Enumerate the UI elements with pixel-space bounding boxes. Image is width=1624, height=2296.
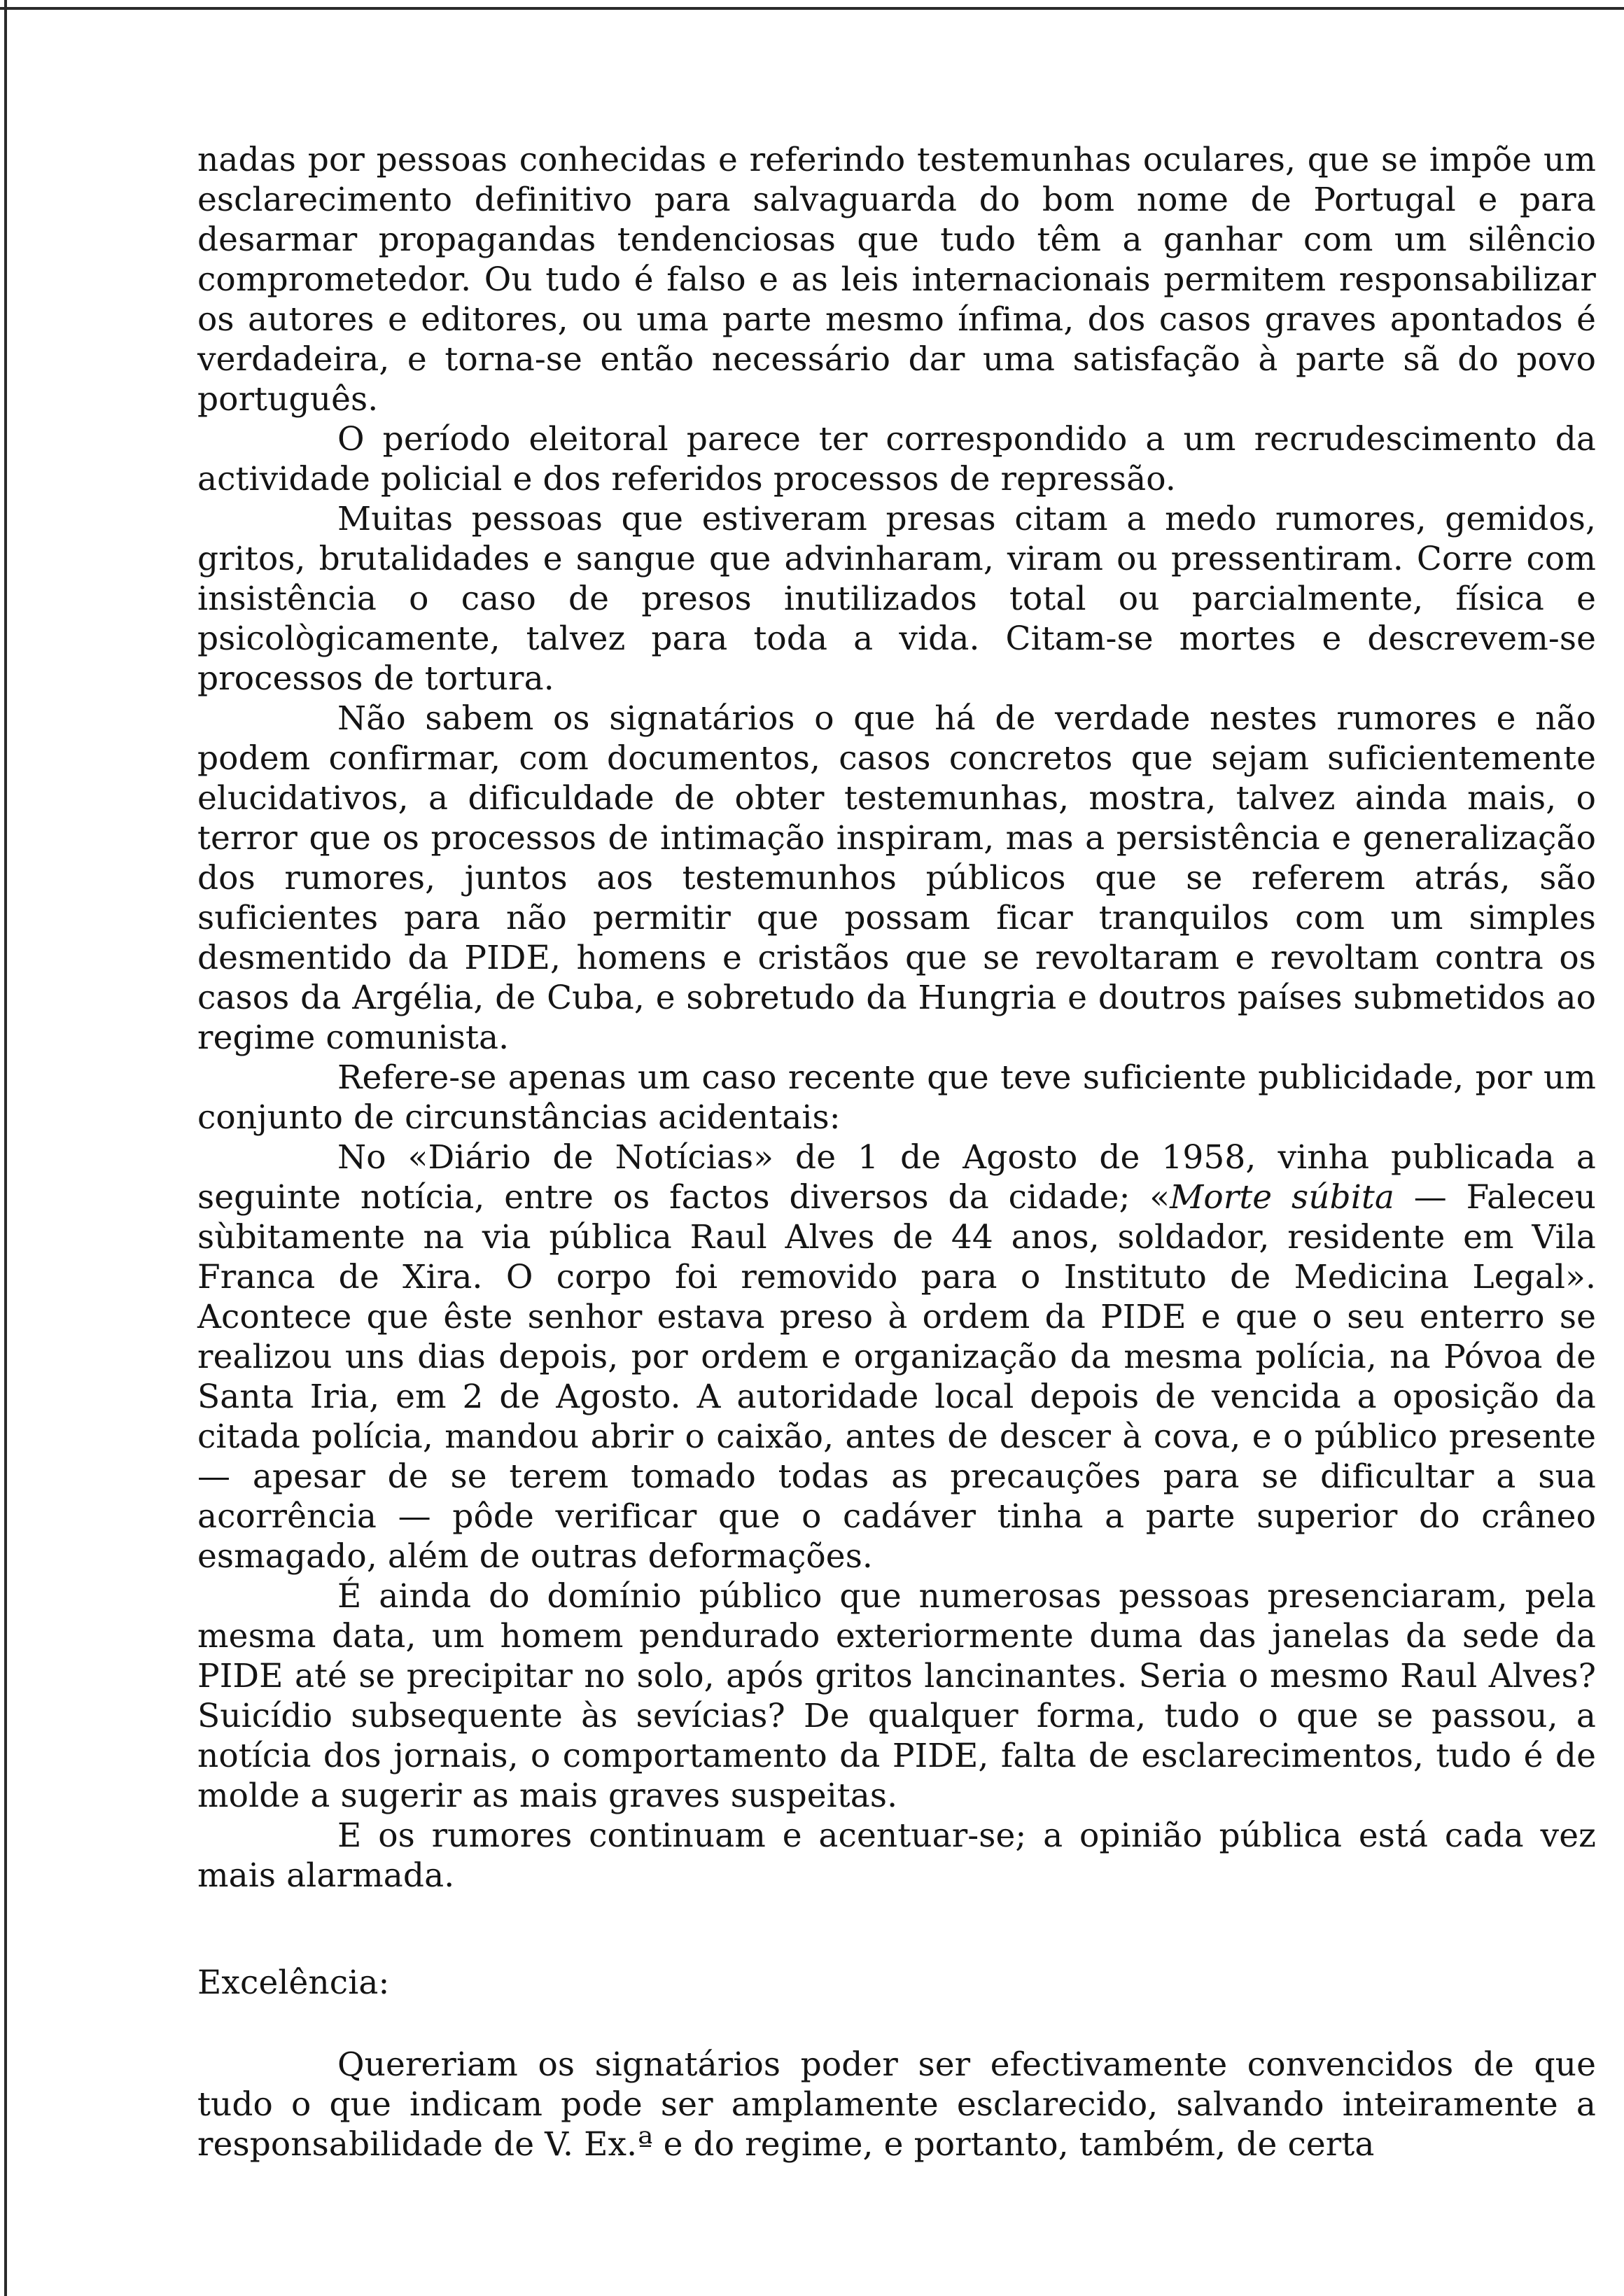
paragraph-rumors: Muitas pessoas que estiveram presas citam a medo rumores, gemidos, gritos, brutalidades e sangue que advinharam, viram ou pressentiram. Corre com insistência o caso de presos inutilizados total ou parcialmente, física e psicològicamente, talvez para toda a vida. Citam-se mortes e descrevem-se processos de tortura. [197,500,1596,698]
paragraph-recent-case-intro: Refere-se apenas um caso recente que teve suficiente publicidade, por um conjunto de circunstâncias acidentais: [197,1058,1596,1137]
paragraph-rumors-continue: E os rumores continuam e acentuar-se; a opinião pública está cada vez mais alarmada. [197,1816,1596,1895]
scan-border-top [0,7,1624,10]
paragraph-signatories-doubt: Não sabem os signatários o que há de verdade nestes rumores e não podem confirmar, com documentos, casos concretos que sejam suficientemente elucidativos, a dificuldade de obter testemunhas, mostra, talvez ainda mais, o terror que os processos de intimação inspiram, mas a persistência e generalização dos rumores, juntos aos testemunhos públicos que se referem atrás, são suficientes para não permitir que possam ficar tranquilos com um simples desmentido da PIDE, homens e cristãos que se revoltaram e revoltam contra os casos da Argélia, de Cuba, e sobretudo da Hungria e doutros países submetidos ao regime comunista. [197,699,1596,1057]
paragraph-news-report [197,1138,1596,1576]
paragraph-public-domain: É ainda do domínio público que numerosas pessoas presenciaram, pela mesma data, um homem pendurado exteriormente duma das janelas da sede da PIDE até se precipitar no solo, após gritos lancinantes. Seria o mesmo Raul Alves? Suicídio subsequente às sevícias? De qualquer forma, tudo o que se passou, a notícia dos jornais, o comportamento da PIDE, falta de esclarecimentos, tudo é de molde a sugerir as mais graves suspeitas. [197,1577,1596,1815]
paragraph-closing: Quereriam os signatários poder ser efectivamente convencidos de que tudo o que indicam pode ser amplamente esclarecido, salvando inteiramente a responsabilidade de V. Ex.ª e do regime, e portanto, também, de certa [197,2045,1596,2164]
document-body [197,140,1596,2164]
news-text-after: — Faleceu sùbitamente na via pública Raul Alves de 44 anos, soldador, residente em Vila Franca de Xira. O corpo foi removido para o Instituto de Medicina Legal». Acontece que êste senhor estava preso à ordem da PIDE e que o seu enterro se realizou uns dias depois, por ordem e organização da mesma polícia, na Póvoa de Santa Iria, em 2 de Agosto. A autoridade local depois de vencida a oposição da citada polícia, mandou abrir o caixão, antes de descer à cova, e o público presente — apesar de se terem tomado todas as precauções para se dificultar a sua acorrência — pôde verificar que o cadáver tinha a parte superior do crâneo esmagado, além de outras deformações. [197,1178,1597,1576]
salutation: Excelência: [197,1963,390,2002]
news-text-before: No «Diário de Notícias» de 1 de Agosto de 1958, vinha publicada a seguinte notícia, entre os factos diversos da cidade; « [197,1138,1596,1217]
paragraph-electoral-period: O período eleitoral parece ter correspondido a um recrudescimento da actividade policial e dos referidos processos de repressão. [197,420,1596,498]
paragraph-continuation: nadas por pessoas conhecidas e referindo testemunhas oculares, que se impõe um esclarecimento definitivo para salvaguarda do bom nome de Portugal e para desarmar propagandas tendenciosas que tudo têm a ganhar com um silêncio comprometedor. Ou tudo é falso e as leis internacionais permitem responsabilizar os autores e editores, ou uma parte mesmo ínfima, dos casos graves apontados é verdadeira, e torna-se então necessário dar uma satisfação à parte sã do povo português. [197,141,1596,419]
scan-border-left [4,0,7,2296]
news-headline-italic: Morte súbita [1170,1178,1394,1217]
